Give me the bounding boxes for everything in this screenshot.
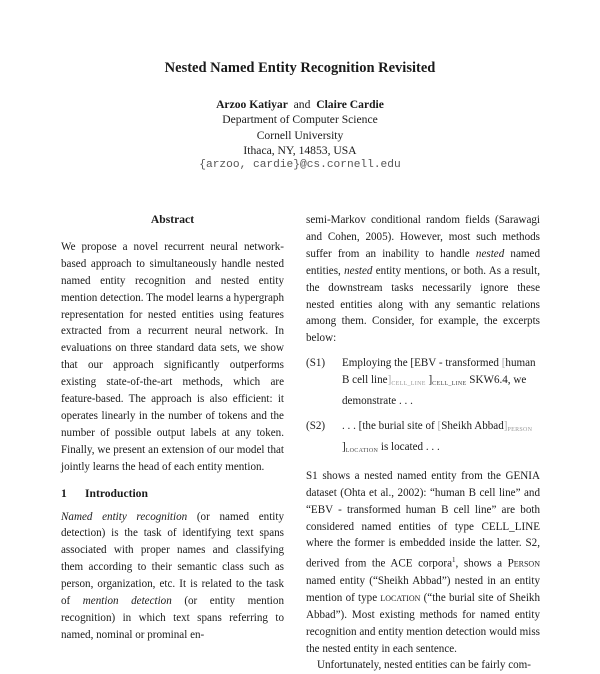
intro-paragraph <box>61 509 284 644</box>
section-number: 1 <box>61 486 67 500</box>
paragraph-text: (“the burial site of Sheikh Abbad”). Most existing methods for named entity recognition and entity mention detection would miss the nested entity in each sentence. <box>306 591 540 655</box>
author-join: and <box>293 98 311 111</box>
paragraph-text: , shows a <box>455 558 508 570</box>
paragraph-text: where the former is embedded inside the latter. S2, derived from the ACE corpora <box>306 537 540 570</box>
author-block <box>0 97 600 173</box>
inner-entity: Sheikh Abbad <box>441 419 504 432</box>
example-post: is located . . . <box>378 440 440 453</box>
author-name: Claire Cardie <box>316 98 384 111</box>
s1-s2-paragraph <box>306 468 540 658</box>
emphasis: nested <box>344 264 373 277</box>
paragraph-text: named entity (“Sheikh Abbad”) nested in an entity mention of type <box>306 574 540 604</box>
example-s1 <box>306 355 540 410</box>
example-text <box>342 418 540 460</box>
type-label: Person <box>507 558 540 570</box>
left-column <box>61 212 284 644</box>
university: Cornell University <box>256 128 344 142</box>
example-label: (S1) <box>306 357 326 370</box>
example-label: (S2) <box>306 419 326 432</box>
bracket: ] <box>503 419 508 432</box>
term-italic: Named entity recognition <box>61 510 188 523</box>
entity-tag: CELL_LINE <box>391 381 426 388</box>
paragraph-text: entity mentions, or both. As a result, the downstream tasks necessarily ignore these nested entities along with any semantic relations among them. Consider, for example, the excerpts below: <box>306 264 540 345</box>
address: Ithaca, NY, 14853, USA <box>243 143 357 157</box>
author-name: Arzoo Katiyar <box>216 98 288 111</box>
next-paragraph: Unfortunately, nested entities can be fairly com- <box>317 659 531 672</box>
type-label: CELL_LINE <box>481 520 540 533</box>
bracket: ] <box>428 374 433 387</box>
bracket: [ <box>501 357 506 370</box>
section-heading <box>61 486 284 503</box>
inner-entity: human B cell line <box>342 357 536 387</box>
paragraph-text: (or entity mention recognition) in which text spans referring to named, nominal or prominal en- <box>61 595 284 641</box>
bracket: ] <box>387 374 392 387</box>
example-text <box>342 355 540 410</box>
example-pre: . . . [the burial site of <box>342 419 438 432</box>
entity-tag: PERSON <box>507 426 533 433</box>
bracket: [ <box>437 419 442 432</box>
abstract-heading: Abstract <box>150 213 195 226</box>
example-s2 <box>306 418 540 460</box>
example-pre: Employing the [EBV - transformed <box>342 357 502 370</box>
continued-paragraph <box>306 212 540 347</box>
email: {arzoo, cardie}@cs.cornell.edu <box>199 159 401 172</box>
abstract-text: We propose a novel recurrent neural network-based approach to simultaneously handle nested named entity recognition and nested entity mention detection. The model learns a hypergraph representation for nested entities using features extracted from a recurrent neural network. In evaluations on three standard data sets, we show that our approach significantly outperforms existing state-of-the-art methods, which are feature-based. The approach is also efficient: it operates linearly in the number of tokens and the number of possible output labels at any token. Finally, we present an extension of our model that jointly learns the head of each entity mention. <box>61 240 284 473</box>
paragraph-text: named entities, <box>306 247 540 277</box>
paragraph-text: S1 shows a nested named entity from the GENIA dataset (Ohta et al., 2002): “human B cell line” and “EBV - transformed human B cell line” are both considered named entities of type <box>306 469 540 533</box>
abstract-body <box>61 239 284 476</box>
example-post: SKW6.4, we demonstrate . . . <box>342 374 527 408</box>
entity-tag: LOCATION <box>345 447 379 454</box>
department: Department of Computer Science <box>222 113 378 127</box>
section-title: Introduction <box>85 486 148 500</box>
entity-tag: CELL_LINE <box>432 381 467 388</box>
term-italic: mention detection <box>82 595 172 608</box>
author-line <box>0 97 600 112</box>
right-column <box>306 212 540 674</box>
paragraph-text: semi-Markov conditional random fields (Sarawagi and Cohen, 2005). However, most such methods suffer from an inability to handle <box>306 214 540 260</box>
bracket: ] <box>342 440 346 453</box>
paragraph-text: (or named entity detection) is the task of identifying text spans associated with proper names and classifying them according to their semantic class such as person, organization, etc. It is related to the task of <box>61 510 284 608</box>
emphasis: nested <box>475 247 505 260</box>
footnote-marker[interactable]: 1 <box>452 556 456 565</box>
paper-title: Nested Named Entity Recognition Revisited <box>164 60 436 76</box>
type-label: location <box>380 591 421 604</box>
